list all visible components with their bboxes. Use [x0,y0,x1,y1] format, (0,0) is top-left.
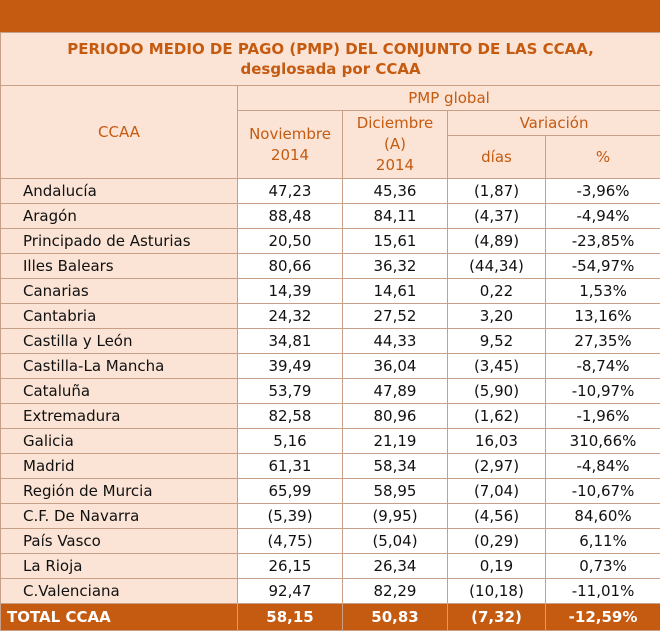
header-noviembre-year: 2014 [238,145,342,166]
pct-cell: 27,35% [546,329,660,354]
table-row [1,304,660,329]
dic-cell: 26,34 [343,554,448,579]
total-nov: 58,15 [238,604,343,631]
header-noviembre-month: Noviembre [238,124,342,145]
total-label: TOTAL CCAA [1,604,238,631]
header-noviembre [238,111,343,179]
ccaa-cell: Canarias [1,279,238,304]
dias-cell: (1,87) [448,179,546,204]
pmp-table [0,32,660,631]
dic-cell: 44,33 [343,329,448,354]
table-row [1,229,660,254]
dias-cell: (7,04) [448,479,546,504]
ccaa-cell: Principado de Asturias [1,229,238,254]
pct-cell: 0,73% [546,554,660,579]
table-row [1,454,660,479]
dic-cell: 84,11 [343,204,448,229]
nov-cell: 88,48 [238,204,343,229]
table-row [1,504,660,529]
dic-cell: 45,36 [343,179,448,204]
header-diciembre-year: 2014 [343,155,447,176]
header-variacion: Variación [448,111,660,136]
header-diciembre-month: Diciembre [343,113,447,134]
ccaa-cell: Extremadura [1,404,238,429]
pct-cell: -1,96% [546,404,660,429]
ccaa-cell: Galicia [1,429,238,454]
dic-cell: 36,04 [343,354,448,379]
dic-cell: 14,61 [343,279,448,304]
nov-cell: 82,58 [238,404,343,429]
table-row [1,279,660,304]
nov-cell: 34,81 [238,329,343,354]
header-ccaa: CCAA [1,86,238,179]
dias-cell: (4,56) [448,504,546,529]
table-row [1,329,660,354]
header-pct: % [546,136,660,179]
nov-cell: (4,75) [238,529,343,554]
total-dias: (7,32) [448,604,546,631]
pct-cell: 310,66% [546,429,660,454]
table-row [1,479,660,504]
table-row [1,179,660,204]
ccaa-cell: Cataluña [1,379,238,404]
dias-cell: 3,20 [448,304,546,329]
title-row [1,33,660,86]
table-row [1,379,660,404]
dias-cell: 9,52 [448,329,546,354]
ccaa-cell: C.Valenciana [1,579,238,604]
ccaa-cell: La Rioja [1,554,238,579]
nov-cell: 24,32 [238,304,343,329]
table-row [1,429,660,454]
header-dias: días [448,136,546,179]
dias-cell: (2,97) [448,454,546,479]
table-row [1,529,660,554]
dic-cell: (9,95) [343,504,448,529]
nov-cell: 5,16 [238,429,343,454]
header-diciembre [343,111,448,179]
pct-cell: -10,97% [546,379,660,404]
pct-cell: -4,94% [546,204,660,229]
header-diciembre-note: (A) [343,134,447,155]
total-dic: 50,83 [343,604,448,631]
ccaa-cell: Cantabria [1,304,238,329]
pct-cell: -10,67% [546,479,660,504]
top-bar [0,0,660,32]
nov-cell: 92,47 [238,579,343,604]
dias-cell: (44,34) [448,254,546,279]
pct-cell: 1,53% [546,279,660,304]
nov-cell: 14,39 [238,279,343,304]
dias-cell: 0,22 [448,279,546,304]
pct-cell: -11,01% [546,579,660,604]
dias-cell: (4,37) [448,204,546,229]
ccaa-cell: Illes Balears [1,254,238,279]
pct-cell: -4,84% [546,454,660,479]
nov-cell: 26,15 [238,554,343,579]
dias-cell: (3,45) [448,354,546,379]
header-row-1 [1,86,660,111]
nov-cell: 61,31 [238,454,343,479]
table-row [1,204,660,229]
table-row [1,354,660,379]
nov-cell: 53,79 [238,379,343,404]
dic-cell: (5,04) [343,529,448,554]
dias-cell: (5,90) [448,379,546,404]
data-rows [1,179,660,604]
table-row [1,554,660,579]
dic-cell: 58,95 [343,479,448,504]
title-line-2: desglosada por CCAA [1,59,660,79]
pct-cell: 6,11% [546,529,660,554]
dias-cell: 0,19 [448,554,546,579]
nov-cell: 65,99 [238,479,343,504]
total-row [1,604,660,631]
pct-cell: 84,60% [546,504,660,529]
header-pmp-global: PMP global [238,86,660,111]
total-pct: -12,59% [546,604,660,631]
pct-cell: -23,85% [546,229,660,254]
pct-cell: 13,16% [546,304,660,329]
dic-cell: 47,89 [343,379,448,404]
pct-cell: -54,97% [546,254,660,279]
dic-cell: 80,96 [343,404,448,429]
dic-cell: 58,34 [343,454,448,479]
table-title [1,33,660,86]
ccaa-cell: Castilla-La Mancha [1,354,238,379]
ccaa-cell: Madrid [1,454,238,479]
dic-cell: 82,29 [343,579,448,604]
table-row [1,404,660,429]
ccaa-cell: Andalucía [1,179,238,204]
nov-cell: 20,50 [238,229,343,254]
dias-cell: (1,62) [448,404,546,429]
pct-cell: -3,96% [546,179,660,204]
dias-cell: (10,18) [448,579,546,604]
dic-cell: 21,19 [343,429,448,454]
table-row [1,579,660,604]
dias-cell: (0,29) [448,529,546,554]
pct-cell: -8,74% [546,354,660,379]
nov-cell: 80,66 [238,254,343,279]
table-row [1,254,660,279]
dic-cell: 15,61 [343,229,448,254]
dias-cell: 16,03 [448,429,546,454]
nov-cell: 47,23 [238,179,343,204]
ccaa-cell: Castilla y León [1,329,238,354]
nov-cell: 39,49 [238,354,343,379]
ccaa-cell: País Vasco [1,529,238,554]
dias-cell: (4,89) [448,229,546,254]
ccaa-cell: Aragón [1,204,238,229]
dic-cell: 36,32 [343,254,448,279]
title-line-1: PERIODO MEDIO DE PAGO (PMP) DEL CONJUNTO DE LAS CCAA, [1,39,660,59]
dic-cell: 27,52 [343,304,448,329]
ccaa-cell: Región de Murcia [1,479,238,504]
ccaa-cell: C.F. De Navarra [1,504,238,529]
nov-cell: (5,39) [238,504,343,529]
